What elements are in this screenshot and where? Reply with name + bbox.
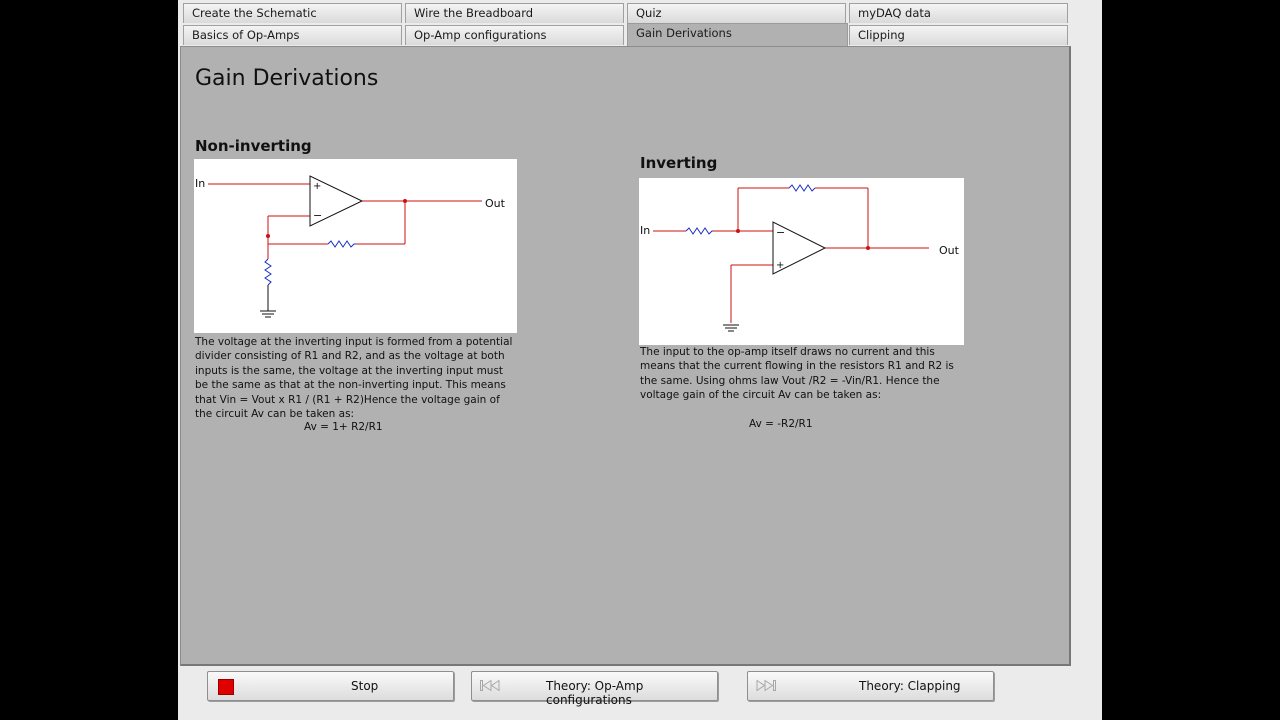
inverting-in-label: In	[640, 224, 651, 237]
inverting-formula: Av = -R2/R1	[749, 418, 813, 430]
tab-op-amp-configurations[interactable]: Op-Amp configurations	[405, 25, 624, 45]
non-inverting-out-label: Out	[485, 197, 505, 210]
tab-create-the-schematic[interactable]: Create the Schematic	[183, 3, 402, 23]
inverting-out-label: Out	[939, 244, 959, 257]
skip-back-icon	[479, 679, 503, 695]
svg-text:+: +	[313, 181, 322, 192]
inverting-circuit-diagram	[639, 178, 964, 345]
tab-mydaq-data[interactable]: myDAQ data	[849, 3, 1068, 23]
tab-gain-derivations[interactable]: Gain Derivations	[627, 23, 848, 47]
non-inverting-circuit-diagram	[194, 159, 517, 333]
svg-text:+: +	[776, 260, 785, 271]
tab-clipping[interactable]: Clipping	[849, 25, 1068, 45]
inverting-heading: Inverting	[640, 154, 718, 172]
stop-button-label: Stop	[351, 679, 379, 693]
inverting-description: The input to the op-amp itself draws no current and this means that the current flowing in the resistors R1 and R2 is the same. Using ohms law Vout /R2 = -Vin/R1. Hence the voltage gain of the circuit Av can be taken as:	[640, 346, 954, 402]
next-theory-label: Theory: Clapping	[859, 679, 961, 693]
tab-wire-the-breadboard[interactable]: Wire the Breadboard	[405, 3, 624, 23]
svg-text:−: −	[776, 226, 786, 239]
stop-icon	[218, 679, 234, 695]
page-title: Gain Derivations	[195, 66, 379, 91]
prev-theory-label: Theory: Op-Amp configurations	[546, 679, 644, 707]
non-inverting-formula: Av = 1+ R2/R1	[304, 421, 383, 433]
prev-theory-button[interactable]	[471, 671, 718, 707]
non-inverting-in-label: In	[195, 177, 206, 190]
skip-forward-icon	[755, 679, 779, 695]
tab-basics-of-op-amps[interactable]: Basics of Op-Amps	[183, 25, 402, 45]
non-inverting-heading: Non-inverting	[195, 137, 312, 155]
tab-quiz[interactable]: Quiz	[627, 3, 846, 23]
next-theory-button[interactable]	[747, 671, 994, 701]
stop-button[interactable]	[207, 671, 454, 701]
svg-text:−: −	[313, 209, 323, 222]
non-inverting-description: The voltage at the inverting input is formed from a potential divider consisting of R1 and R2, and as the voltage at both inputs is the same, the voltage at the inverting input must be the same as that at the non-inverting input. This means that Vin = Vout x R1 / (R1 + R2)Hence the voltage gain of the circuit Av can be taken as:	[195, 336, 513, 421]
